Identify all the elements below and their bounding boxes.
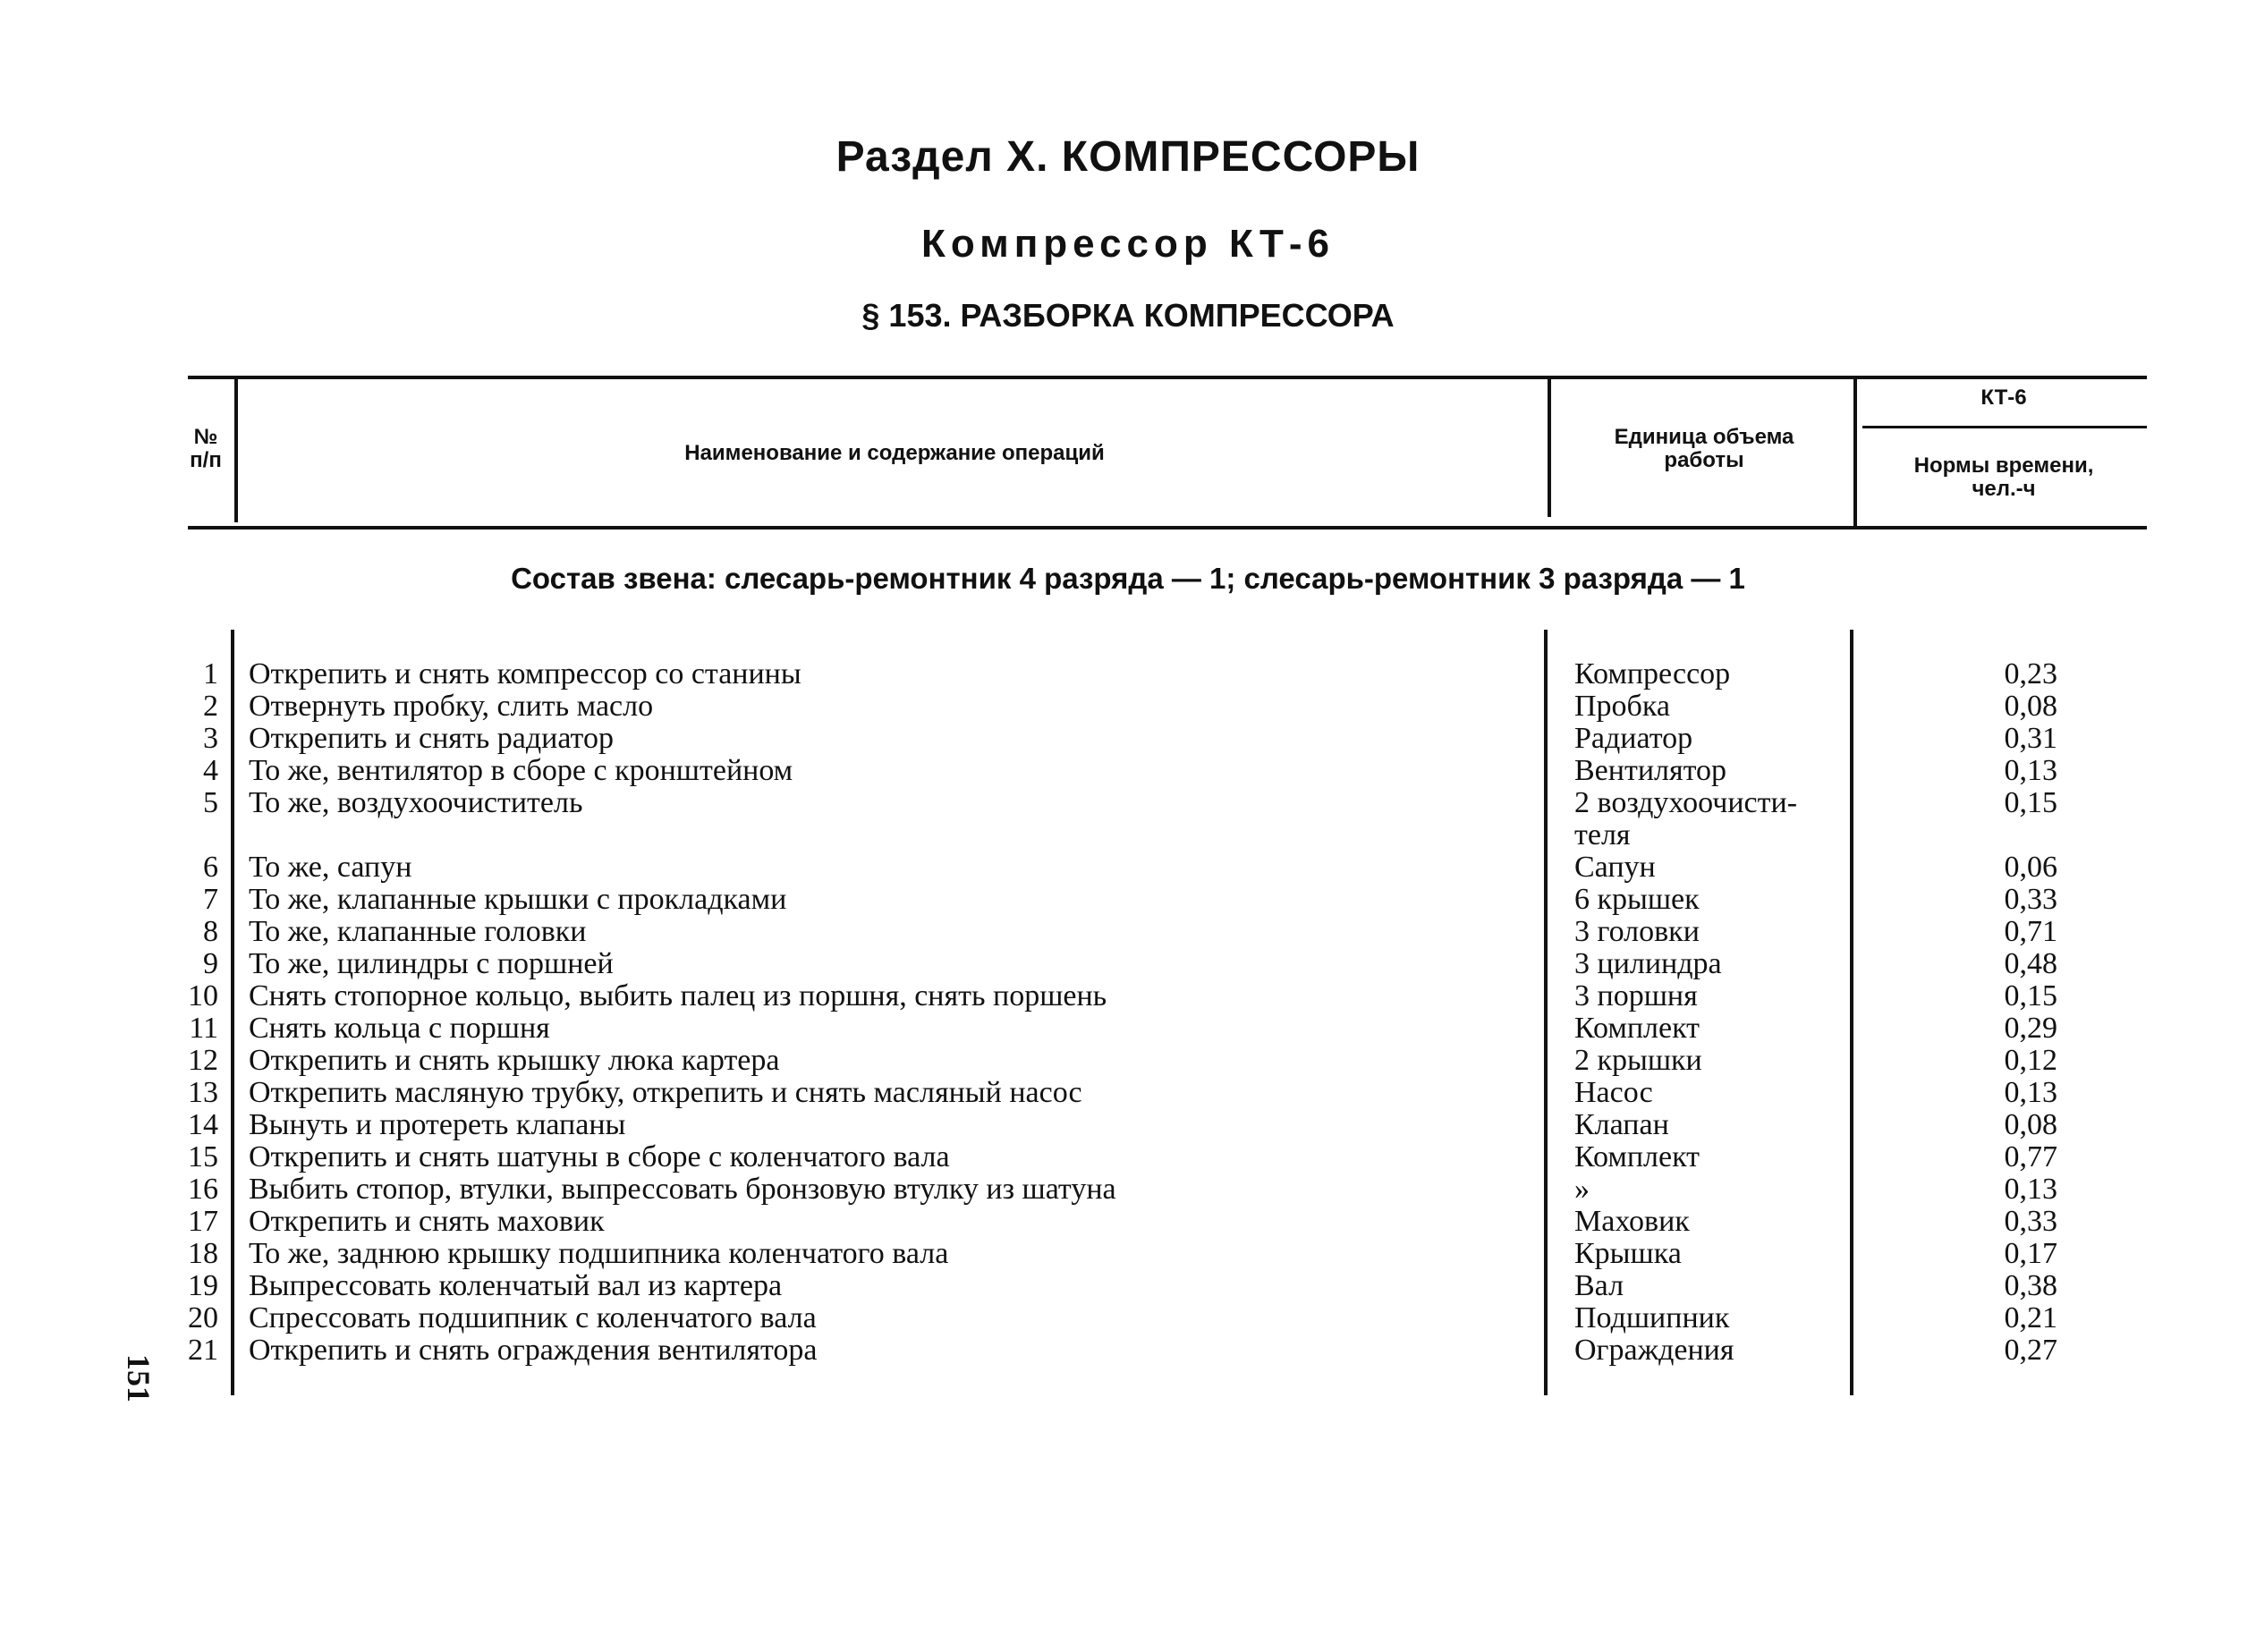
header-unit <box>1555 426 1853 472</box>
row-number: 15 <box>188 1140 218 1173</box>
table-row <box>0 1238 2256 1270</box>
row-norm: 0,08 <box>2004 1108 2057 1141</box>
row-norm: 0,33 <box>2004 1205 2057 1238</box>
row-unit: Клапан <box>1574 1108 1669 1141</box>
row-number: 14 <box>188 1108 218 1141</box>
row-norm: 0,77 <box>2004 1140 2057 1173</box>
header-divider-2 <box>1548 379 1551 517</box>
header-number-line2: п/п <box>190 448 222 472</box>
header-number <box>179 426 233 472</box>
row-number: 19 <box>188 1269 218 1302</box>
row-number: 1 <box>203 657 218 690</box>
row-operation: Открепить и снять компрессор со станины <box>249 657 801 690</box>
row-unit: 3 поршня <box>1574 979 1698 1012</box>
row-unit: Вал <box>1574 1269 1624 1302</box>
row-norm: 0,17 <box>2004 1237 2057 1270</box>
row-operation: Снять кольца с поршня <box>249 1012 550 1045</box>
header-divider-3 <box>1853 379 1857 526</box>
row-unit: Пробка <box>1574 690 1670 723</box>
row-operation: То же, цилиндры с поршней <box>249 947 614 980</box>
table-row <box>0 948 2256 980</box>
row-norm: 0,31 <box>2004 722 2057 755</box>
table-row <box>0 1206 2256 1238</box>
operations-table-body <box>0 658 2256 1367</box>
table-row <box>0 1109 2256 1141</box>
table-row <box>0 884 2256 916</box>
row-unit: 2 воздухоочисти- теля <box>1574 786 1798 851</box>
row-norm: 0,15 <box>2004 786 2057 819</box>
row-unit: 6 крышек <box>1574 883 1700 916</box>
row-number: 6 <box>203 851 218 884</box>
group-sub-rule <box>1862 426 2147 428</box>
row-unit: Комплект <box>1574 1140 1700 1173</box>
section-title: Раздел X. КОМПРЕССОРЫ <box>835 133 1421 181</box>
row-norm: 0,23 <box>2004 657 2057 690</box>
table-row <box>0 1141 2256 1173</box>
row-number: 10 <box>188 979 218 1012</box>
row-norm: 0,06 <box>2004 851 2057 884</box>
header-norm-line2: чел.-ч <box>1972 477 2036 501</box>
row-operation: То же, заднюю крышку подшипника коленчатого вала <box>249 1237 949 1270</box>
row-unit: Комплект <box>1574 1012 1700 1045</box>
row-unit: 3 цилиндра <box>1574 947 1722 980</box>
row-operation: Вынуть и протереть клапаны <box>249 1108 626 1141</box>
row-number: 5 <box>203 786 218 819</box>
crew-composition: Состав звена: слесарь-ремонтник 4 разряда — 1; слесарь-ремонтник 3 разряда — 1 <box>511 562 1745 595</box>
row-unit: » <box>1574 1173 1590 1206</box>
row-number: 8 <box>203 915 218 948</box>
row-operation: Открепить масляную трубку, открепить и снять масляный насос <box>249 1076 1082 1109</box>
row-operation: Выпрессовать коленчатый вал из картера <box>249 1269 783 1302</box>
row-number: 4 <box>203 754 218 787</box>
header-group: КТ-6 <box>1980 385 2027 410</box>
row-number: 16 <box>188 1173 218 1206</box>
header-divider-1 <box>234 379 238 522</box>
compressor-title: Компрессор КТ-6 <box>921 222 1335 266</box>
header-norm-line1: Нормы времени, <box>1913 453 2094 478</box>
table-row <box>0 1270 2256 1302</box>
header-unit-line1: Единица объема <box>1614 425 1794 449</box>
row-operation: То же, воздухоочиститель <box>249 786 583 819</box>
row-number: 7 <box>203 883 218 916</box>
row-number: 2 <box>203 690 218 723</box>
row-unit: 3 головки <box>1574 915 1700 948</box>
row-norm: 0,21 <box>2004 1301 2057 1334</box>
table-row <box>0 980 2256 1012</box>
row-unit: Радиатор <box>1574 722 1693 755</box>
row-unit: Сапун <box>1574 851 1656 884</box>
row-operation: Отвернуть пробку, слить масло <box>249 690 654 723</box>
row-operation: Открепить и снять радиатор <box>249 722 614 755</box>
row-norm: 0,48 <box>2004 947 2057 980</box>
row-number: 3 <box>203 722 218 755</box>
header-bottom-rule <box>188 526 2147 529</box>
row-number: 20 <box>188 1301 218 1334</box>
header-norm <box>1861 454 2147 501</box>
table-row <box>0 1334 2256 1367</box>
table-row <box>0 1173 2256 1206</box>
row-unit: Ограждения <box>1574 1334 1734 1367</box>
row-unit: Вентилятор <box>1574 754 1727 787</box>
row-norm: 0,71 <box>2004 915 2057 948</box>
row-operation: Открепить и снять маховик <box>249 1205 605 1238</box>
row-operation: Снять стопорное кольцо, выбить палец из поршня, снять поршень <box>249 979 1107 1012</box>
row-unit: Маховик <box>1574 1205 1690 1238</box>
table-row <box>0 1302 2256 1334</box>
row-norm: 0,38 <box>2004 1269 2057 1302</box>
table-row <box>0 1077 2256 1109</box>
row-norm: 0,13 <box>2004 1076 2057 1109</box>
row-norm: 0,08 <box>2004 690 2057 723</box>
table-row <box>0 916 2256 948</box>
paragraph-title: § 153. РАЗБОРКА КОМПРЕССОРА <box>861 297 1395 334</box>
row-number: 9 <box>203 947 218 980</box>
row-unit: Компрессор <box>1574 657 1731 690</box>
row-number: 11 <box>189 1012 218 1045</box>
row-number: 12 <box>188 1044 218 1077</box>
row-operation: То же, клапанные крышки с прокладками <box>249 883 787 916</box>
header-operation: Наименование и содержание операций <box>684 441 1105 465</box>
row-number: 17 <box>188 1205 218 1238</box>
table-row <box>0 690 2256 723</box>
row-unit: Крышка <box>1574 1237 1682 1270</box>
row-operation: Спрессовать подшипник с коленчатого вала <box>249 1301 817 1334</box>
page-number: 151 <box>121 1354 157 1402</box>
header-number-line1: № <box>193 425 218 449</box>
row-unit: Подшипник <box>1574 1301 1730 1334</box>
row-number: 13 <box>188 1076 218 1109</box>
header-unit-line2: работы <box>1664 448 1744 472</box>
row-norm: 0,27 <box>2004 1334 2057 1367</box>
table-row <box>0 658 2256 690</box>
table-row <box>0 851 2256 884</box>
row-number: 21 <box>188 1334 218 1367</box>
row-operation: Открепить и снять ограждения вентилятора <box>249 1334 818 1367</box>
row-operation: Открепить и снять крышку люка картера <box>249 1044 780 1077</box>
row-norm: 0,13 <box>2004 754 2057 787</box>
table-row <box>0 787 2256 851</box>
row-operation: Открепить и снять шатуны в сборе с коленчатого вала <box>249 1140 950 1173</box>
row-operation: Выбить стопор, втулки, выпрессовать бронзовую втулку из шатуна <box>249 1173 1116 1206</box>
row-norm: 0,12 <box>2004 1044 2057 1077</box>
row-unit: 2 крышки <box>1574 1044 1702 1077</box>
row-norm: 0,29 <box>2004 1012 2057 1045</box>
row-unit: Насос <box>1574 1076 1653 1109</box>
row-norm: 0,13 <box>2004 1173 2057 1206</box>
row-number: 18 <box>188 1237 218 1270</box>
row-operation: То же, сапун <box>249 851 412 884</box>
row-norm: 0,33 <box>2004 883 2057 916</box>
row-norm: 0,15 <box>2004 979 2057 1012</box>
row-operation: То же, вентилятор в сборе с кронштейном <box>249 754 793 787</box>
table-row <box>0 1012 2256 1045</box>
row-operation: То же, клапанные головки <box>249 915 587 948</box>
table-row <box>0 723 2256 755</box>
table-row <box>0 1045 2256 1077</box>
table-row <box>0 755 2256 787</box>
